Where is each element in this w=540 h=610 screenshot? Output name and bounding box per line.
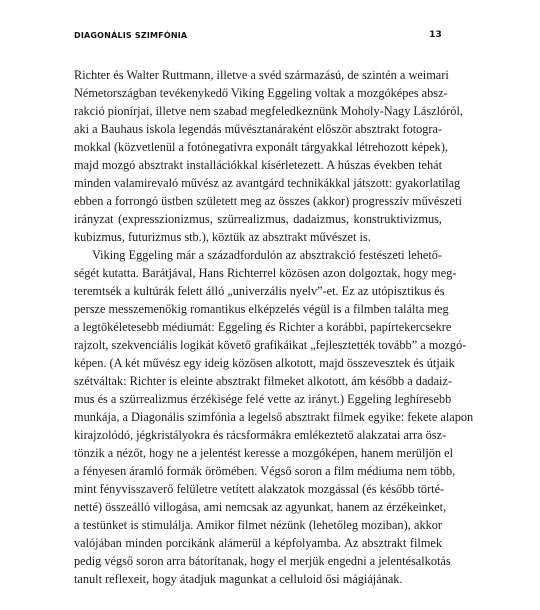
text-line: ebben a forrongó üstben született meg az összes (akkor) progresszív művészeti xyxy=(74,194,462,208)
paragraph-2 xyxy=(74,246,474,588)
text-line: a testünket is stimulálja. Amikor filmet nézünk (lehetőleg moziban), akkor xyxy=(74,518,442,532)
text-line: a fényesen áramló formák örömében. Végső soron a film médiuma nem több, xyxy=(74,464,456,478)
text-line: mokkal (közvetlenül a fotónegatívra exponált tárgyakkal létrehozott képek), xyxy=(74,140,449,154)
page-number: 13 xyxy=(429,30,442,40)
text-line: irányzat (expresszionizmus, szürrealizmus, dadaizmus, konstruktivizmus, xyxy=(74,212,442,226)
text-line: valójában minden porcikánk alámerül a képfolyamba. Az absztrakt filmek xyxy=(74,536,442,550)
text-line: tönzik a nézőt, hogy ne a jelentést keresse a mozgóképen, hanem merüljön el xyxy=(74,446,454,460)
paragraph-1 xyxy=(74,66,463,246)
text-line: minden valamirevaló művész az avantgárd technikákkal játszott: gyakorlatilag xyxy=(74,176,461,190)
text-line: rakció pionírjai, illetve nem szabad megfeledkeznünk Moholy-Nagy Lászlóról, xyxy=(74,104,463,118)
running-title: DIAGONÁLIS SZIMFÓNIA xyxy=(74,30,188,40)
text-line: mus és a szürrealizmus érzékisége felé vette az irányt.) Eggeling leghíresebb xyxy=(74,392,452,406)
body-text xyxy=(74,66,474,588)
text-line: munkája, a Diagonális szimfónia a legelső absztrakt filmek egyike: fekete alapon xyxy=(74,410,474,424)
text-line: képen. (A két művész egy ideig közösen alkotott, majd összevesztek és útjaik xyxy=(74,356,455,370)
text-line: netté) összeálló villogása, ami nemcsak az agyunkat, hanem az érzékeinket, xyxy=(74,500,447,514)
text-line: persze messzemenőkig romantikus elképzelés végül is a filmben találta meg xyxy=(74,302,449,316)
text-line: Németországban tevékenykedő Viking Eggeling voltak a mozgóképes absz- xyxy=(74,86,448,100)
text-line: ségét kutatta. Barátjával, Hans Richterrel közösen azon dolgoztak, hogy meg- xyxy=(74,266,457,280)
text-line: pedig végső soron arra bátorítanak, hogy el merjük engedni a jelentésalkotás xyxy=(74,554,451,568)
text-line: rajzolt, szekvenciális logikát követő grafikáikat „fejlesztették tovább” a mozgó- xyxy=(74,338,467,352)
text-line: mint fényvisszaverő felületre vetített alakzatok mozgással (és később törté- xyxy=(74,482,445,496)
text-line: Viking Eggeling már a századfordulón az absztrakció festészeti lehető- xyxy=(92,248,442,262)
text-line: majd mozgó absztrakt installációkkal kísérletezett. A húszas években tehát xyxy=(74,158,442,172)
text-line: aki a Bauhaus iskola legendás művésztanáraként először absztrakt fotogra- xyxy=(74,122,443,136)
running-header xyxy=(74,28,442,42)
text-line: teremtsék a kultúrák felett álló „univerzális nyelv”-et. Ez az utópisztikus és xyxy=(74,284,445,298)
text-line: tanult reflexeit, hogy átadjuk magunkat a celluloid ősi mágiájának. xyxy=(74,572,403,586)
text-line: kubizmus, futurizmus stb.), köztük az absztrakt művészet is. xyxy=(74,230,371,244)
text-line: kirajzolódó, jégkristályokra és rácsformákra emlékeztető alakzatai arra ösz- xyxy=(74,428,447,442)
text-line: Richter és Walter Ruttmann, illetve a svéd származású, de szintén a weimari xyxy=(74,68,449,82)
text-line: szétváltak: Richter is eleinte absztrakt filmeket alkotott, ám később a dadaiz- xyxy=(74,374,452,388)
text-line: a legtökéletesebb médiumát: Eggeling és Richter a korábbi, papírtekercsekre xyxy=(74,320,452,334)
